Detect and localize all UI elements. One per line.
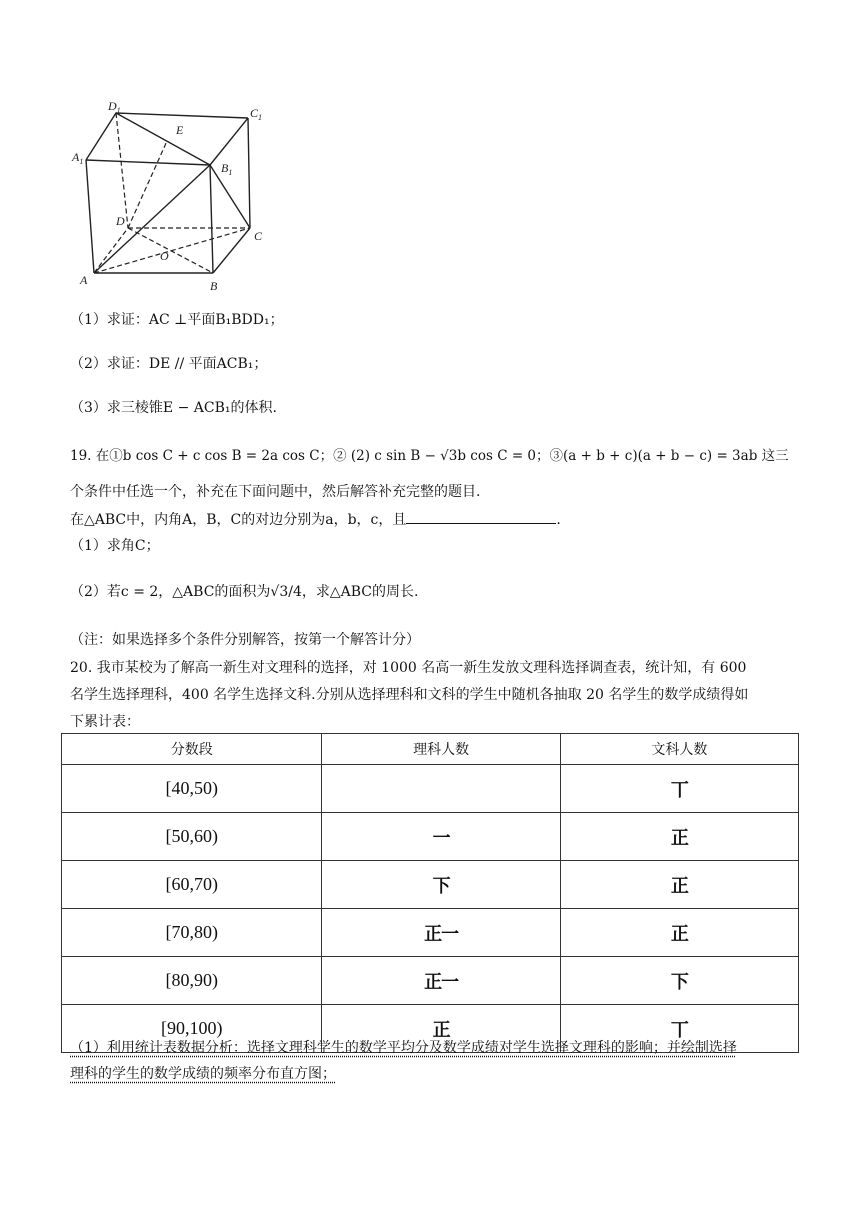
science-tally: 正一: [322, 909, 560, 957]
q20-part1-line2: 理科的学生的数学成绩的频率分布直方图；: [70, 1066, 336, 1082]
label-O: O: [160, 249, 169, 263]
edge-D1-B1: [116, 113, 210, 165]
edge-A1-D1-C1: [86, 113, 248, 160]
science-tally: 正一: [322, 957, 560, 1005]
edge-D1-D: [116, 113, 128, 228]
arts-tally: 正: [560, 909, 798, 957]
q19-note: （注：如果选择多个条件分别解答，按第一个解答计分）: [70, 632, 420, 648]
science-tally: 下: [322, 861, 560, 909]
q19-line2: 个条件中任选一个，补充在下面问题中，然后解答补充完整的题目.: [70, 484, 481, 500]
score-range: [80,90): [62, 957, 322, 1005]
edge-A-D: [94, 228, 128, 273]
q19-part1: （1）求角C；: [70, 538, 160, 554]
label-A: A: [80, 273, 88, 287]
score-range: [50,60): [62, 813, 322, 861]
q20-line1: 20. 我市某校为了解高一新生对文理科的选择，对 1000 名高一新生发放文理科选择调查表，统计知，有 600: [70, 660, 747, 676]
header-score-range: 分数段: [62, 734, 322, 765]
table-row: [62, 813, 799, 861]
edge-C1-B1: [210, 118, 248, 165]
arts-tally: 正: [560, 861, 798, 909]
label-A1: $A_1$: [72, 150, 84, 166]
edge-B1-B: [210, 165, 213, 273]
answer-blank: [406, 509, 556, 524]
q19-line3: 在△ABC中，内角A，B，C的对边分别为a，b，c，且 .: [70, 509, 561, 530]
label-B1: $B_1$: [221, 161, 233, 177]
table-row: [62, 861, 799, 909]
q18-part3: （3）求三棱锥E − ACB₁的体积.: [70, 400, 277, 416]
edge-A1-B1: [86, 160, 210, 165]
header-science-count: 理科人数: [322, 734, 560, 765]
header-arts-count: 文科人数: [560, 734, 798, 765]
science-tally: 正: [322, 1005, 560, 1053]
edge-D-E: [128, 141, 167, 228]
score-tally-table: [61, 733, 799, 1053]
table-header-row: [62, 734, 799, 765]
edge-B-C: [213, 228, 250, 273]
label-E: E: [176, 123, 184, 137]
arts-tally: 下: [560, 957, 798, 1005]
score-range: [40,50): [62, 765, 322, 813]
edge-D-B: [128, 228, 213, 273]
q20-line3: 下累计表：: [70, 714, 140, 730]
table-row: [62, 957, 799, 1005]
q18-part2: （2）求证：DE // 平面ACB₁；: [70, 356, 268, 372]
score-range: [70,80): [62, 909, 322, 957]
edge-A1-A: [86, 160, 94, 273]
q18-part1: （1）求证：AC ⊥平面B₁BDD₁；: [70, 312, 284, 328]
label-D: D: [116, 214, 125, 228]
edge-C1-C: [248, 118, 250, 228]
q19-line1: 19. 在①b cos C + c cos B = 2a cos C；② (2) c sin B − √3b cos C = 0；③(a + b + c)(a + b − c) = 3ab 这三: [70, 448, 789, 464]
label-C1: $C_1$: [250, 106, 263, 122]
cube-figure: [70, 98, 290, 298]
arts-tally: 丅: [560, 765, 798, 813]
q20-part1-line1: （1）利用统计表数据分析：选择文理科学生的数学平均分及数学成绩对学生选择文理科的影响；并绘制选择: [70, 1040, 737, 1056]
arts-tally: 丅: [560, 1005, 798, 1053]
q19-part2: （2）若c = 2，△ABC的面积为√3/4，求△ABC的周长.: [70, 584, 419, 600]
science-tally: 一: [322, 813, 560, 861]
score-range: [60,70): [62, 861, 322, 909]
label-D1: $D_1$: [108, 99, 121, 115]
q20-line2: 名学生选择理科，400 名学生选择文科.分别从选择理科和文科的学生中随机各抽取 20 名学生的数学成绩得如: [70, 687, 749, 703]
arts-tally: 正: [560, 813, 798, 861]
label-C: C: [254, 229, 263, 243]
label-B: B: [210, 279, 218, 293]
science-tally: [322, 765, 560, 813]
table-row: [62, 765, 799, 813]
score-range: [90,100): [62, 1005, 322, 1053]
table-row: [62, 909, 799, 957]
